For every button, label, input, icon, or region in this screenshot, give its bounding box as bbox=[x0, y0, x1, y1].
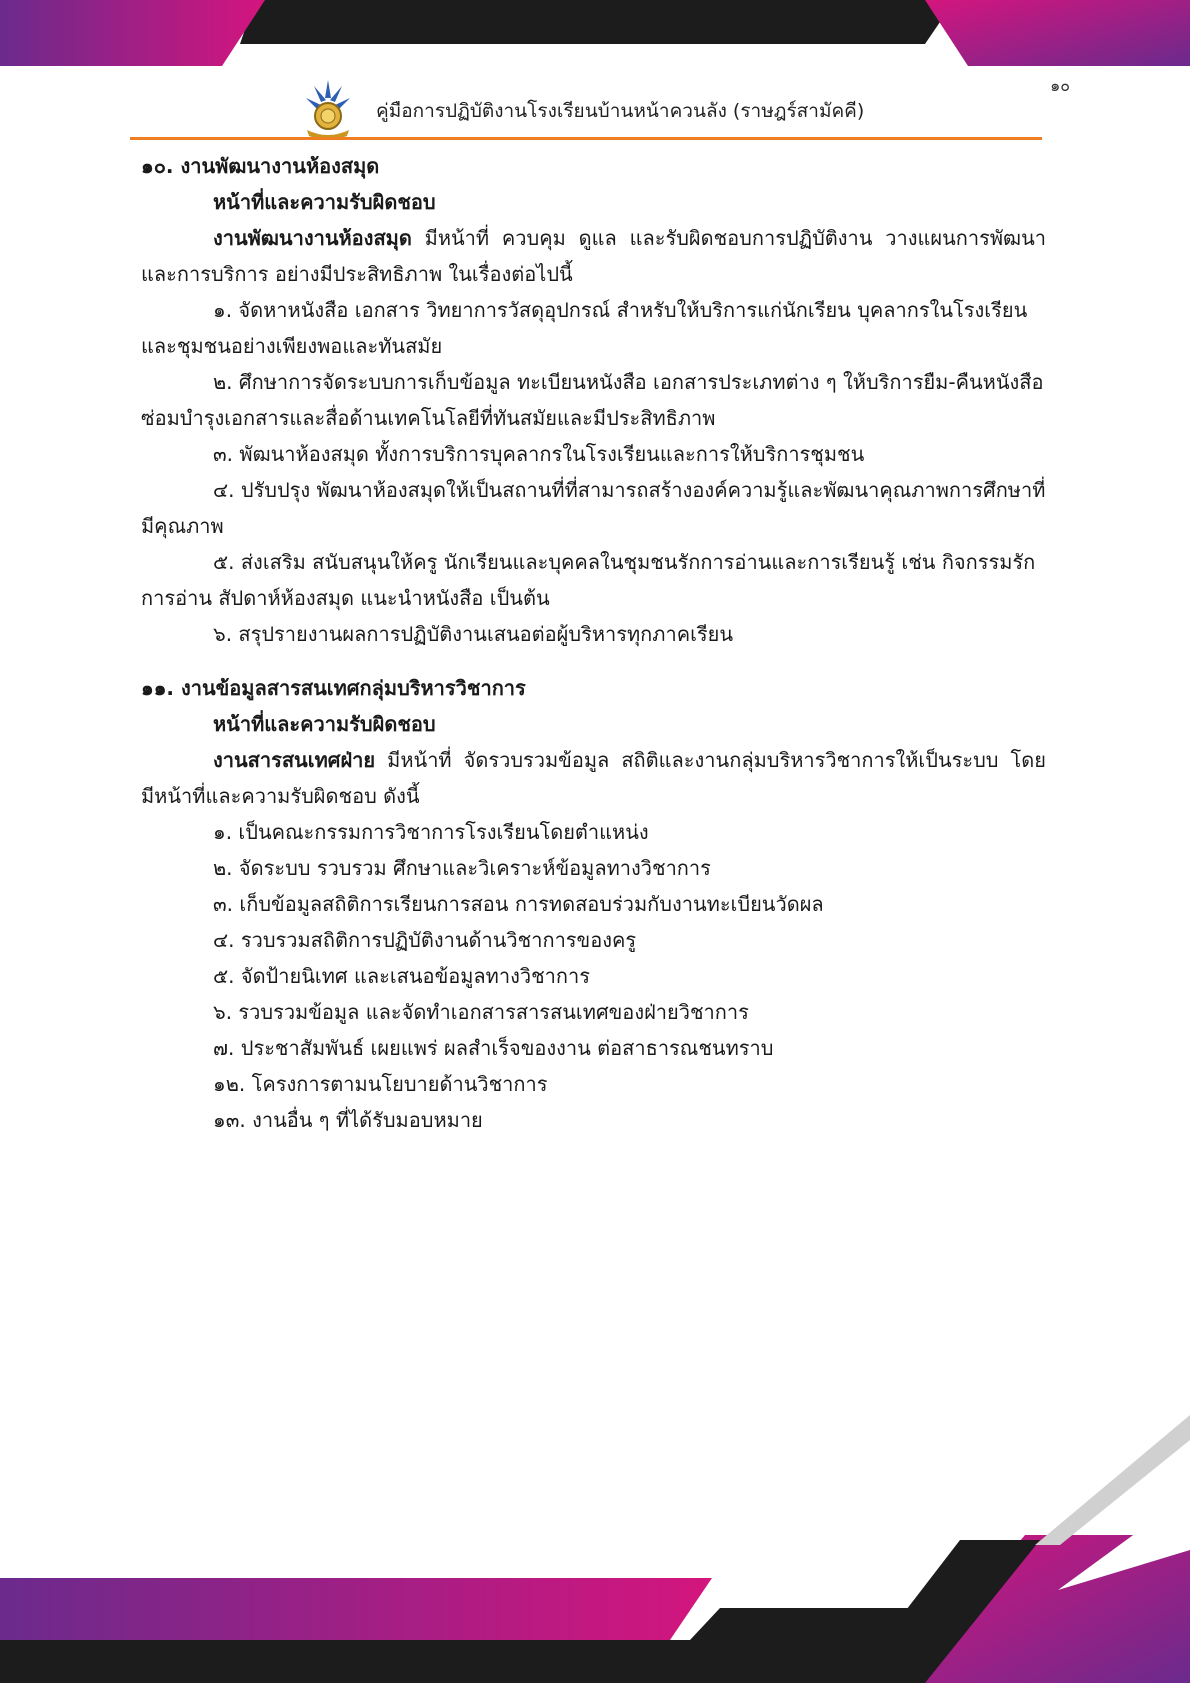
top-left-accent bbox=[0, 0, 265, 66]
list-item: ๒. ศึกษาการจัดระบบการเก็บข้อมูล ทะเบียนหนังสือ เอกสารประเภทต่าง ๆ ให้บริการยืม-คืนหนังสือ ซ่อมบำรุงเอกสารและสื่อด้านเทคโนโลยีที่ทันสมัยและมีประสิทธิภาพ bbox=[141, 370, 1044, 430]
bottom-right-gray-diagonal bbox=[1035, 1415, 1190, 1545]
list-item: ๕. จัดป้ายนิเทศ และเสนอข้อมูลทางวิชาการ bbox=[213, 964, 590, 988]
list-item: ๑. เป็นคณะกรรมการวิชาการโรงเรียนโดยตำแหน่ง bbox=[213, 820, 649, 844]
page-number: ๑๐ bbox=[1050, 76, 1070, 95]
section-11-intro-bold: งานสารสนเทศฝ่าย bbox=[213, 748, 376, 772]
list-item: ๒. จัดระบบ รวบรวม ศึกษาและวิเคราะห์ข้อมูลทางวิชาการ bbox=[213, 856, 711, 880]
list-item: ๑๒. โครงการตามนโยบายด้านวิชาการ bbox=[213, 1072, 548, 1096]
top-right-accent bbox=[925, 0, 1190, 66]
section-10-intro bbox=[141, 220, 1046, 292]
school-logo-icon bbox=[302, 78, 354, 140]
top-dark-band bbox=[240, 0, 955, 44]
section-10-title: ๑๐. งานพัฒนางานห้องสมุด bbox=[141, 154, 380, 178]
section-10-intro-bold: งานพัฒนางานห้องสมุด bbox=[213, 226, 412, 250]
list-item: ๑. จัดหาหนังสือ เอกสาร วิทยาการวัสดุอุปกรณ์ สำหรับให้บริการแก่นักเรียน บุคลากรในโรงเรียนและชุมชนอย่างเพียงพอและทันสมัย bbox=[141, 298, 1028, 358]
page-header bbox=[0, 78, 1190, 140]
section-11-intro-text: มีหน้าที่ จัดรวบรวมข้อมูล สถิติและงานกลุ่มบริหารวิชาการให้เป็นระบบ โดยมีหน้าที่และความรับผิดชอบ ดังนี้ bbox=[141, 748, 1046, 808]
section-10-subtitle: หน้าที่และความรับผิดชอบ bbox=[213, 190, 436, 214]
document-body bbox=[141, 148, 1046, 1138]
list-item: ๗. ประชาสัมพันธ์ เผยแพร่ ผลสำเร็จของงาน ต่อสาธารณชนทราบ bbox=[213, 1036, 774, 1060]
header-title: คู่มือการปฏิบัติงานโรงเรียนบ้านหน้าควนลัง (ราษฎร์สามัคคี) bbox=[376, 100, 865, 122]
section-spacer bbox=[141, 652, 1046, 670]
list-item: ๔. ปรับปรุง พัฒนาห้องสมุดให้เป็นสถานที่ที่สามารถสร้างองค์ความรู้และพัฒนาคุณภาพการศึกษาที่มีคุณภาพ bbox=[141, 478, 1046, 538]
list-item: ๖. รวบรวมข้อมูล และจัดทำเอกสารสารสนเทศของฝ่ายวิชาการ bbox=[213, 1000, 749, 1024]
list-item: ๖. สรุปรายงานผลการปฏิบัติงานเสนอต่อผู้บริหารทุกภาคเรียน bbox=[213, 622, 734, 646]
section-11-title: ๑๑. งานข้อมูลสารสนเทศกลุ่มบริหารวิชาการ bbox=[141, 676, 526, 700]
list-item: ๓. เก็บข้อมูลสถิติการเรียนการสอน การทดสอบร่วมกับงานทะเบียนวัดผล bbox=[213, 892, 824, 916]
list-item: ๕. ส่งเสริม สนับสนุนให้ครู นักเรียนและบุคคลในชุมชนรักการอ่านและการเรียนรู้ เช่น กิจกรรมรักการอ่าน สัปดาห์ห้องสมุด แนะนำหนังสือ เป็นต้น bbox=[141, 550, 1036, 610]
section-10-intro-text: มีหน้าที่ ควบคุม ดูแล และรับผิดชอบการปฏิบัติงาน วางแผนการพัฒนาและการบริการ อย่างมีประสิทธิภาพ ในเรื่องต่อไปนี้ bbox=[141, 226, 1046, 286]
list-item: ๔. รวบรวมสถิติการปฏิบัติงานด้านวิชาการของครู bbox=[213, 928, 637, 952]
list-item: ๑๓. งานอื่น ๆ ที่ได้รับมอบหมาย bbox=[213, 1108, 483, 1132]
section-11-subtitle: หน้าที่และความรับผิดชอบ bbox=[213, 712, 436, 736]
list-item: ๓. พัฒนาห้องสมุด ทั้งการบริการบุคลากรในโรงเรียนและการให้บริการชุมชน bbox=[213, 442, 865, 466]
header-divider bbox=[130, 137, 1042, 140]
bottom-left-accent bbox=[0, 1578, 712, 1640]
section-11-intro bbox=[141, 742, 1046, 814]
